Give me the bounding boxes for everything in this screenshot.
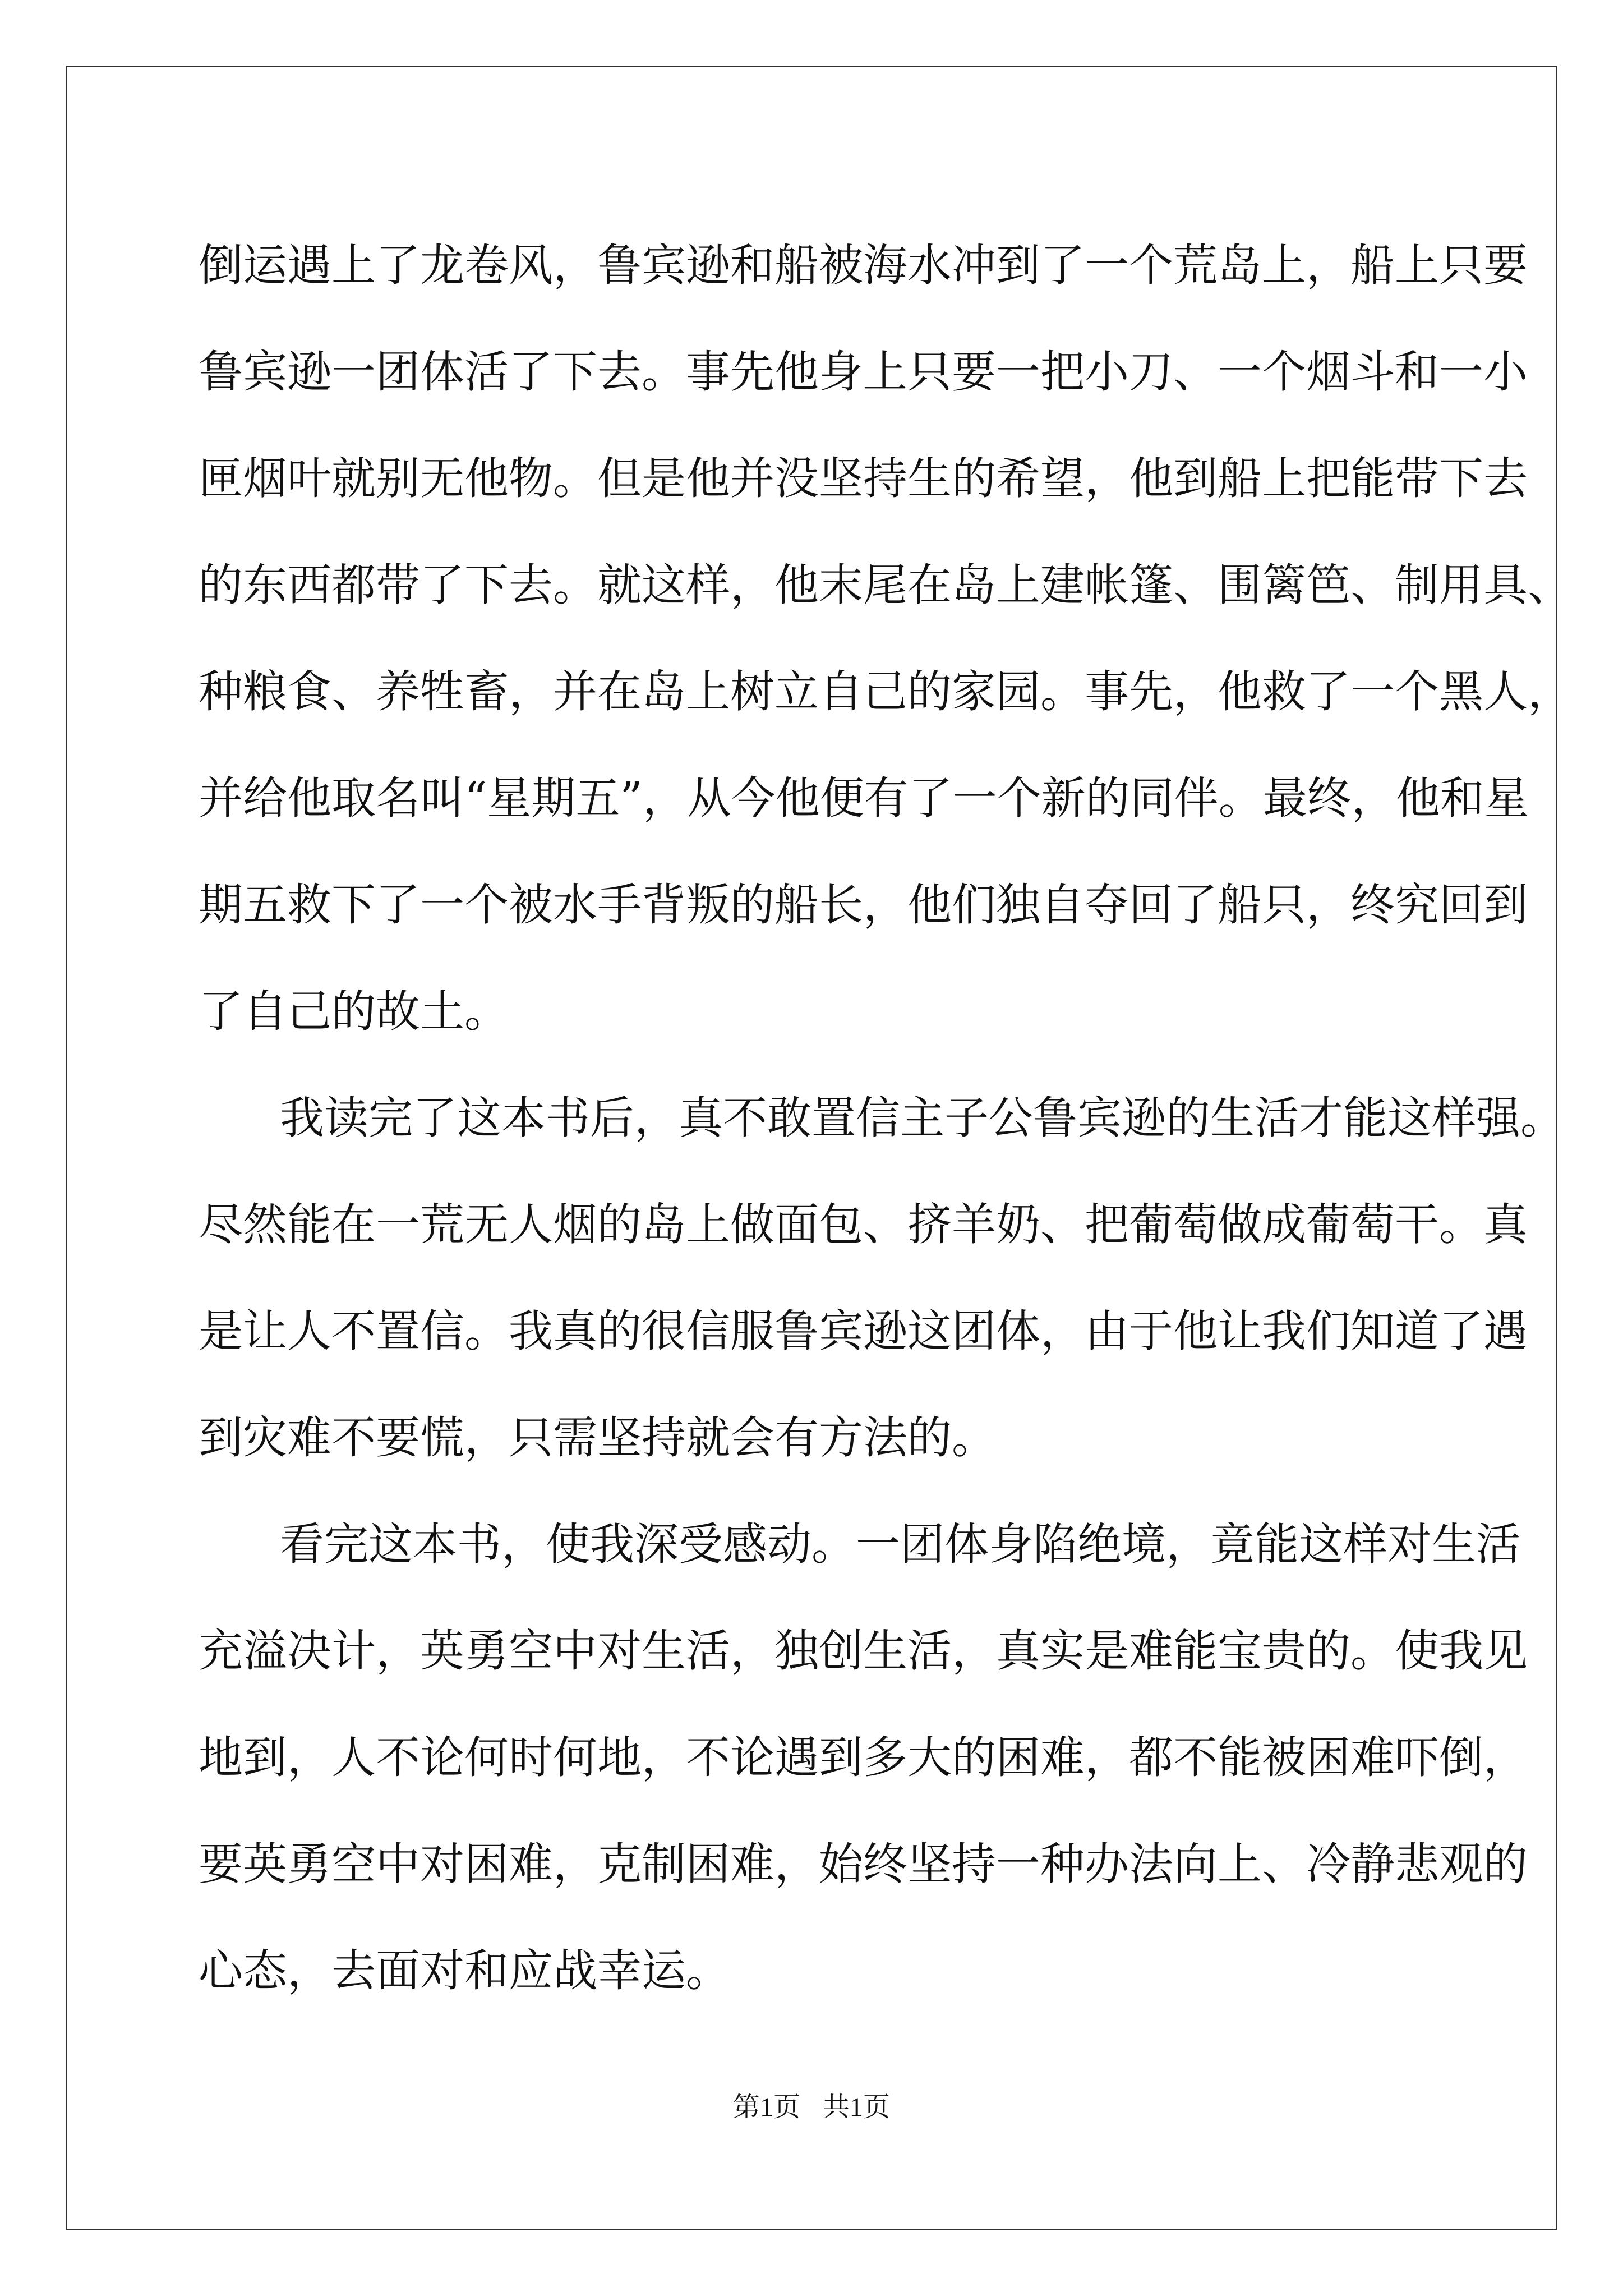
page-footer (0, 2091, 1623, 2124)
text-line: 倒运遇上了龙卷风，鲁宾逊和船被海水冲到了一个荒岛上，船上只要 (199, 240, 1528, 291)
paragraph-first-line: 看完这本书，使我深受感动。一团体身陷绝境，竟能这样对生活 (280, 1519, 1520, 1570)
page-total: 共1页 (823, 2092, 891, 2122)
text-line: 匣烟叶就别无他物。但是他并没坚持生的希望，他到船上把能带下去 (199, 453, 1528, 504)
text-line: 要英勇空中对困难，克制困难，始终坚持一种办法向上、冷静悲观的 (199, 1838, 1528, 1890)
text-line: 心态，去面对和应战幸运。 (199, 1945, 730, 1996)
page-number: 第1页 (732, 2092, 800, 2122)
text-line: 并给他取名叫“星期五”，从今他便有了一个新的同伴。最终，他和星 (199, 772, 1529, 824)
text-line: 鲁宾逊一团体活了下去。事先他身上只要一把小刀、一个烟斗和一小 (199, 346, 1528, 398)
text-line: 尽然能在一荒无人烟的岛上做面包、挤羊奶、把葡萄做成葡萄干。真 (199, 1199, 1528, 1250)
paragraph-first-line: 我读完了这本书后，真不敢置信主子公鲁宾逊的生活才能这样强。 (280, 1092, 1565, 1144)
text-line: 了自己的故土。 (199, 986, 509, 1037)
text-line: 的东西都带了下去。就这样，他末尾在岛上建帐篷、围篱笆、制用具、 (199, 559, 1572, 611)
text-line: 种粮食、养牲畜，并在岛上树立自己的家园。事先，他救了一个黑人， (199, 666, 1572, 717)
text-line: 充溢决计，英勇空中对生活，独创生活，真实是难能宝贵的。使我见 (199, 1625, 1528, 1677)
text-line: 地到，人不论何时何地，不论遇到多大的困难，都不能被困难吓倒， (199, 1732, 1528, 1783)
text-line: 到灾难不要慌，只需坚持就会有方法的。 (199, 1412, 996, 1464)
text-line: 是让人不置信。我真的很信服鲁宾逊这团体，由于他让我们知道了遇 (199, 1305, 1528, 1357)
document-body (199, 212, 1572, 2024)
text-line: 期五救下了一个被水手背叛的船长，他们独自夺回了船只，终究回到 (199, 879, 1528, 931)
